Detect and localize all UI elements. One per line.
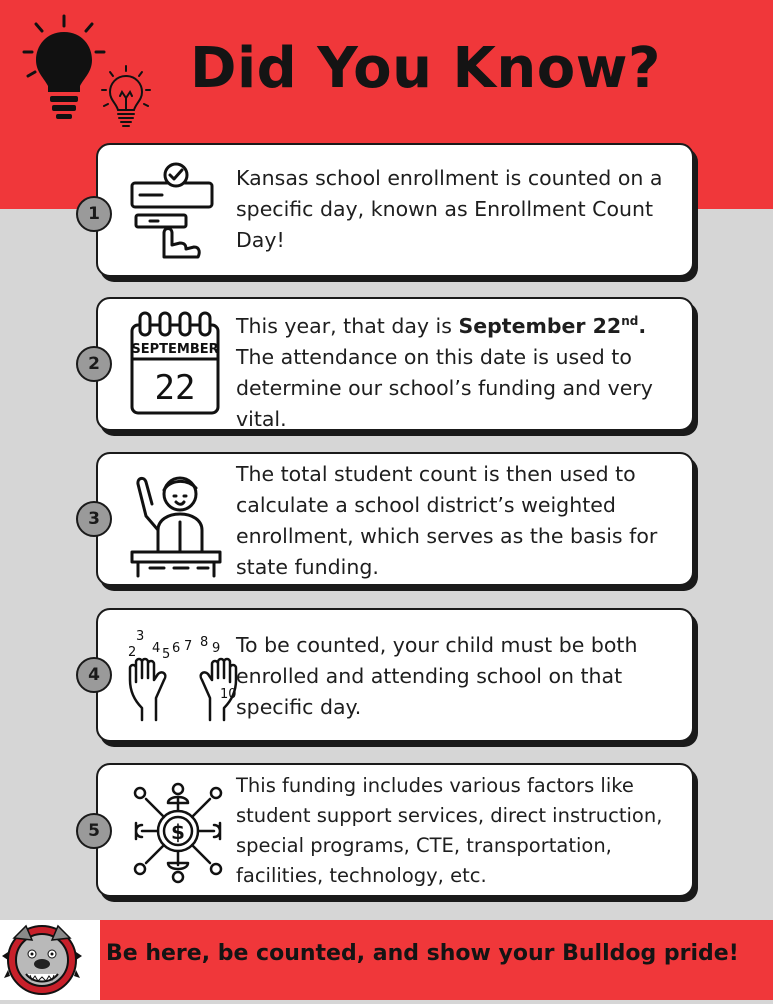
count-digit-7: 7: [184, 639, 193, 654]
fact-text-1: Kansas school enrollment is counted on a specific day, known as Enrollment Count Day!: [236, 166, 663, 252]
dollar-symbol: $: [171, 820, 185, 844]
step-badge-5: 5: [76, 813, 112, 849]
counting-hands-icon: [128, 628, 238, 728]
calendar-month: SEPTEMBER: [131, 342, 219, 357]
fact-text-5: This funding includes various factors like student support services, direct instruction, special programs, CTE, transportation, facilities, technology, etc.: [236, 774, 663, 887]
logo-box: [0, 920, 100, 1000]
count-digit-3: 3: [136, 629, 145, 644]
page-title: Did You Know?: [190, 36, 661, 101]
step-badge-2: 2: [76, 346, 112, 382]
step-badge-3: 3: [76, 501, 112, 537]
count-digit-10: 10: [220, 687, 237, 702]
funding-network-icon: [128, 779, 228, 885]
count-digit-2: 2: [128, 645, 137, 660]
footer-slogan: Be here, be counted, and show your Bulldog pride!: [106, 941, 739, 966]
count-digit-6: 6: [172, 641, 181, 656]
fact-text-2: [236, 306, 682, 435]
fact-card-5: [96, 763, 694, 897]
fact-card-1: [96, 143, 694, 277]
count-digit-5: 5: [162, 647, 171, 662]
lightbulbs-icon: [12, 10, 172, 140]
count-digit-8: 8: [200, 635, 209, 650]
count-digit-9: 9: [212, 641, 221, 656]
fact-card-3: [96, 452, 694, 586]
checkmark-click-icon: [128, 161, 218, 261]
fact-text-2-body: The attendance on this date is used to determine our school’s funding and very vital.: [236, 344, 653, 431]
count-date-suffix: nd: [621, 314, 639, 328]
fact-card-2: [96, 297, 694, 431]
step-badge-1: 1: [76, 196, 112, 232]
fact-card-4: [96, 608, 694, 742]
count-date-period: .: [638, 313, 647, 338]
calendar-icon: [128, 307, 224, 417]
calendar-day: 22: [154, 368, 196, 408]
student-raising-hand-icon: [128, 468, 224, 578]
count-digit-4: 4: [152, 641, 161, 656]
count-date: September 22: [458, 313, 622, 338]
fact-text-2-lead: This year, that day is: [236, 313, 459, 338]
fact-text-3: The total student count is then used to calculate a school district’s weighted enrollment, which serves as the basis for state funding.: [236, 462, 658, 579]
step-badge-4: 4: [76, 657, 112, 693]
fact-text-4: To be counted, your child must be both enrolled and attending school on that specific day.: [236, 633, 638, 719]
bulldog-logo-icon: [0, 920, 100, 1000]
